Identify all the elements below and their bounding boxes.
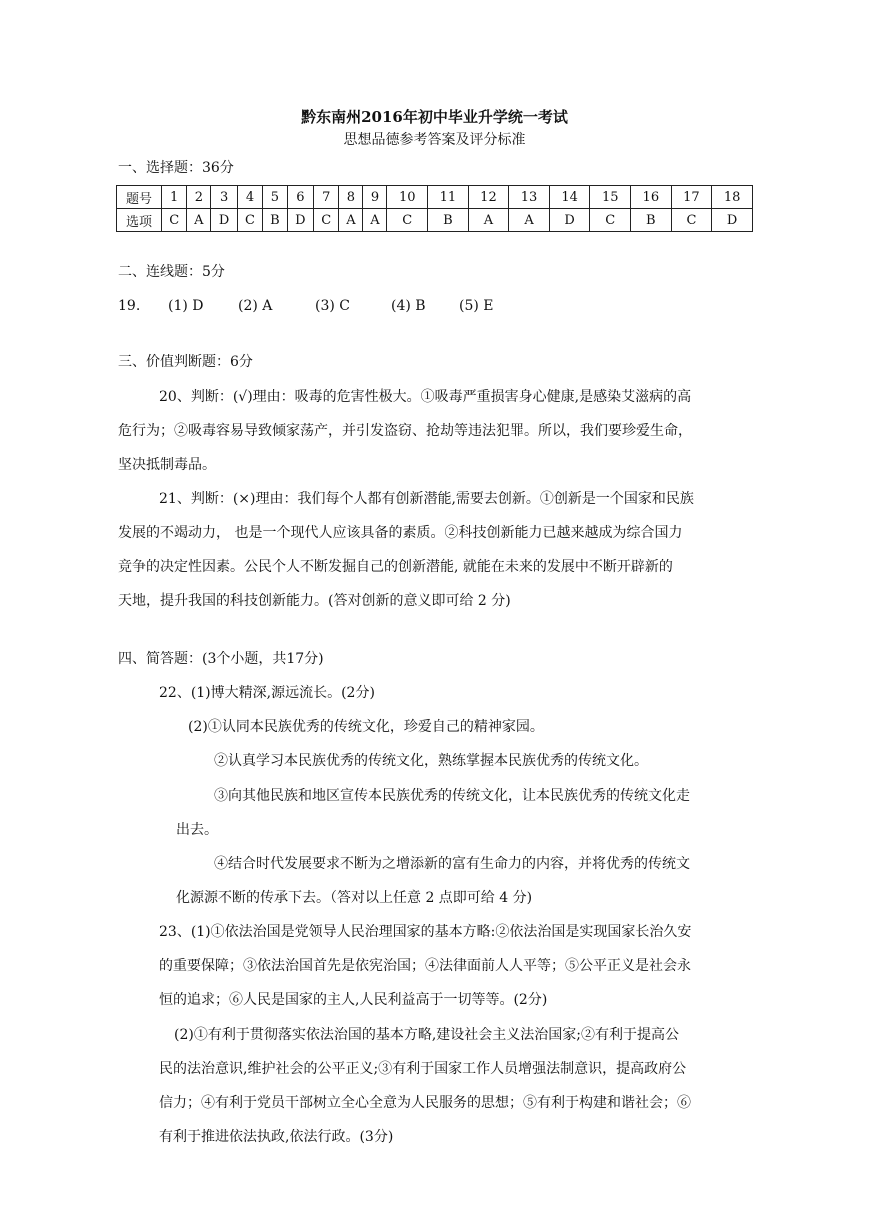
question-19 bbox=[118, 296, 494, 316]
table-cell: A bbox=[468, 209, 509, 232]
document-subtitle: 思想品德参考答案及评分标准 bbox=[343, 132, 526, 148]
table-cell: C bbox=[162, 209, 187, 232]
table-cell: 10 bbox=[387, 186, 428, 209]
q22-line: 22、(1)博大精深,源远流长。(2分) bbox=[159, 685, 375, 701]
q23-line: 的重要保障；③依法治国首先是依宪治国；④法律面前人人平等；⑤公平正义是社会永 bbox=[159, 958, 691, 974]
document-title: 黔东南州2016年初中毕业升学统一考试 bbox=[301, 108, 568, 126]
table-cell: 4 bbox=[237, 186, 262, 209]
question-number: 19. bbox=[118, 298, 141, 314]
q22-line: 化源源不断的传承下去。（答对以上任意 2 点即可给 4 分) bbox=[176, 890, 533, 906]
table-cell: C bbox=[387, 209, 428, 232]
table-cell: 14 bbox=[549, 186, 590, 209]
q22-line: ④结合时代发展要求不断为之增添新的富有生命力的内容，并将优秀的传统文 bbox=[214, 856, 690, 872]
q23-line: 民的法治意识,维护社会的公平正义;③有利于国家工作人员增强法制意识，提高政府公 bbox=[159, 1061, 687, 1077]
table-cell: 8 bbox=[339, 186, 363, 209]
table-cell: D bbox=[549, 209, 590, 232]
table-cell: 7 bbox=[314, 186, 339, 209]
q22-line: (2)①认同本民族优秀的传统文化，珍爱自己的精神家园。 bbox=[188, 719, 544, 735]
match-answer: (1) D bbox=[168, 298, 204, 314]
table-row-answers bbox=[117, 209, 753, 232]
table-cell: 5 bbox=[263, 186, 287, 209]
table-cell: A bbox=[187, 209, 211, 232]
table-cell: A bbox=[339, 209, 363, 232]
q20-line: 坚决抵制毒品。 bbox=[118, 457, 216, 473]
table-cell: D bbox=[211, 209, 237, 232]
table-cell: B bbox=[631, 209, 672, 232]
q22-line: ②认真学习本民族优秀的传统文化，熟练掌握本民族优秀的传统文化。 bbox=[214, 753, 648, 769]
q21-line: 发展的不竭动力， 也是一个现代人应该具备的素质。②科技创新能力已越来越成为综合国力 bbox=[118, 525, 683, 541]
table-cell: 12 bbox=[468, 186, 509, 209]
table-cell: D bbox=[287, 209, 313, 232]
q22-line: ③向其他民族和地区宣传本民族优秀的传统文化，让本民族优秀的传统文化走 bbox=[214, 788, 690, 804]
table-cell: 6 bbox=[287, 186, 313, 209]
table-cell: 2 bbox=[187, 186, 211, 209]
table-cell: 9 bbox=[363, 186, 387, 209]
q21-line: 天地，提升我国的科技创新能力。(答对创新的意义即可给 2 分) bbox=[118, 593, 511, 609]
table-row-numbers bbox=[117, 186, 753, 209]
match-answer: (4) B bbox=[391, 298, 426, 314]
match-answer: (2) A bbox=[238, 298, 273, 314]
table-cell: 3 bbox=[211, 186, 237, 209]
table-cell: B bbox=[263, 209, 287, 232]
table-cell: B bbox=[428, 209, 469, 232]
table-cell: A bbox=[509, 209, 550, 232]
q23-line: (2)①有利于贯彻落实依法治国的基本方略,建设社会主义法治国家;②有利于提高公 bbox=[174, 1027, 679, 1043]
q23-line: 信力；④有利于党员干部树立全心全意为人民服务的思想；⑤有利于构建和谐社会；⑥ bbox=[159, 1095, 691, 1111]
section-2-heading: 二、连线题：5分 bbox=[118, 264, 225, 280]
table-cell: 13 bbox=[509, 186, 550, 209]
section-4-heading: 四、简答题：(3个小题，共17分) bbox=[118, 651, 324, 667]
table-header-answer: 选项 bbox=[117, 209, 162, 232]
q23-line: 恒的追求；⑥人民是国家的主人,人民利益高于一切等等。(2分) bbox=[159, 992, 548, 1008]
q21-line: 竞争的决定性因素。公民个人不断发掘自己的创新潜能, 就能在未来的发展中不断开辟新的 bbox=[118, 559, 673, 575]
table-header-number: 题号 bbox=[117, 186, 162, 209]
section-3-heading: 三、价值判断题：6分 bbox=[118, 354, 253, 370]
match-answer: (3) C bbox=[315, 298, 350, 314]
table-cell: D bbox=[712, 209, 753, 232]
table-cell: A bbox=[363, 209, 387, 232]
answer-table bbox=[116, 185, 753, 232]
table-cell: C bbox=[237, 209, 262, 232]
table-cell: 17 bbox=[671, 186, 712, 209]
table-cell: 1 bbox=[162, 186, 187, 209]
table-cell: 15 bbox=[590, 186, 631, 209]
table-cell: C bbox=[671, 209, 712, 232]
table-cell: C bbox=[590, 209, 631, 232]
table-cell: 11 bbox=[428, 186, 469, 209]
q20-line: 20、判断：(√)理由：吸毒的危害性极大。①吸毒严重损害身心健康,是感染艾滋病的高 bbox=[159, 389, 692, 405]
table-cell: C bbox=[314, 209, 339, 232]
table-cell: 18 bbox=[712, 186, 753, 209]
q23-line: 23、(1)①依法治国是党领导人民治理国家的基本方略:②依法治国是实现国家长治久安 bbox=[159, 924, 692, 940]
table-cell: 16 bbox=[631, 186, 672, 209]
q21-line: 21、判断：(×)理由：我们每个人都有创新潜能,需要去创新。①创新是一个国家和民族 bbox=[159, 491, 694, 507]
q23-line: 有利于推进依法执政,依法行政。(3分) bbox=[159, 1129, 394, 1145]
q20-line: 危行为；②吸毒容易导致倾家荡产，并引发盗窃、抢劫等违法犯罪。所以，我们要珍爱生命， bbox=[118, 423, 692, 439]
q22-line: 出去。 bbox=[176, 822, 218, 838]
section-1-heading: 一、选择题：36分 bbox=[118, 160, 234, 176]
match-answer: (5) E bbox=[459, 298, 494, 314]
